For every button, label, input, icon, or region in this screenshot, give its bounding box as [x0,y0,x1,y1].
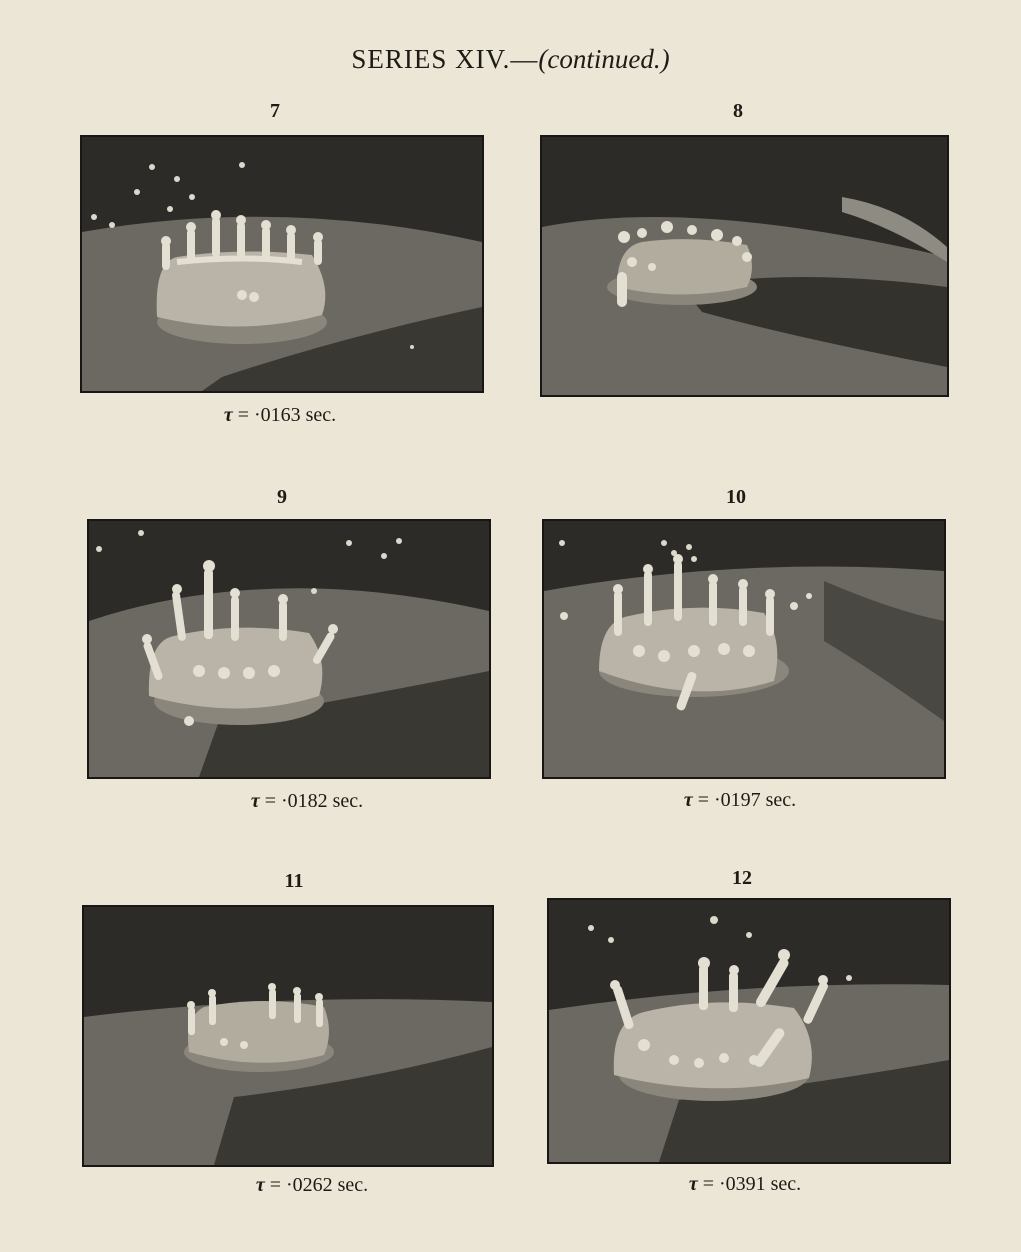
figure-12-plate [547,898,951,1164]
figure-7-caption [150,404,410,427]
tau-symbol: τ [683,789,693,811]
figure-9-plate [87,519,491,779]
figure-10-number: 10 [726,486,746,508]
figure-11-plate [82,905,494,1167]
time-value: ·0391 sec. [718,1173,802,1195]
series-label: SERIES XIV. [351,44,511,74]
figure-11-number: 11 [284,870,304,892]
tau-symbol: τ [250,790,260,812]
time-value: ·0197 sec. [713,789,797,811]
figure-7-plate [80,135,484,393]
equals-sign: = [702,1173,714,1195]
title-dash: — [510,44,539,74]
continued-label: (continued.) [538,44,670,74]
figure-8-plate [540,135,949,397]
figure-9-caption [177,790,437,813]
splash-crown-illustration [544,521,944,777]
tau-symbol: τ [255,1174,265,1196]
splash-crown-illustration [542,137,947,395]
figure-9-number: 9 [277,486,287,508]
equals-sign: = [237,404,249,426]
time-value: ·0182 sec. [280,790,364,812]
figure-11-caption [182,1174,442,1197]
figure-7-number: 7 [270,100,280,122]
splash-crown-illustration [82,137,482,391]
figure-12-number: 12 [732,867,752,889]
page-title [0,44,1021,75]
equals-sign: = [264,790,276,812]
tau-symbol: τ [223,404,233,426]
figure-10-plate [542,519,946,779]
tau-symbol: τ [688,1173,698,1195]
figure-10-caption [610,789,870,812]
figure-8-number: 8 [733,100,743,122]
splash-crown-illustration [89,521,489,777]
equals-sign: = [697,789,709,811]
splash-crown-illustration [84,907,492,1165]
time-value: ·0262 sec. [285,1174,369,1196]
time-value: ·0163 sec. [253,404,337,426]
splash-crown-illustration [549,900,949,1162]
equals-sign: = [269,1174,281,1196]
figure-12-caption [615,1173,875,1196]
